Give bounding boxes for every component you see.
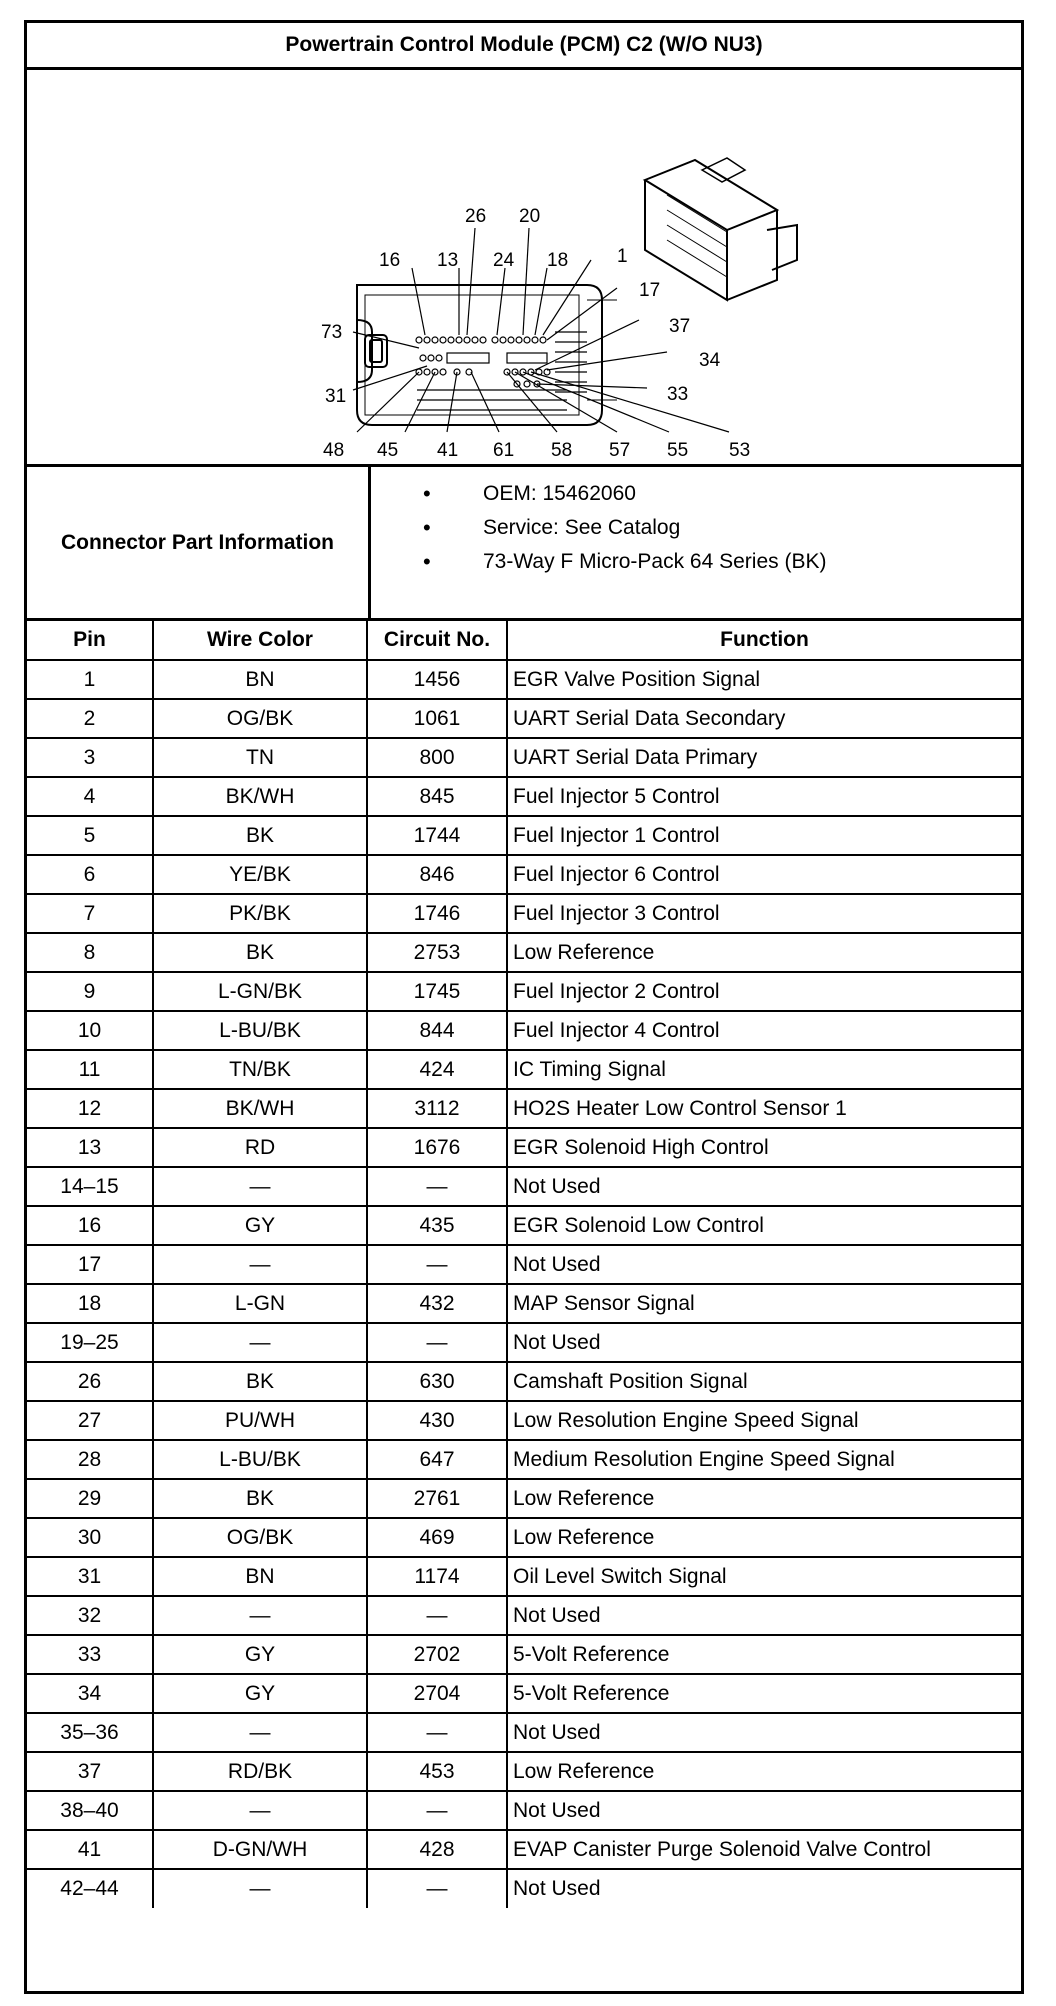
pin-cell: 8 xyxy=(27,933,153,972)
function-cell: Low Reference xyxy=(507,1752,1021,1791)
table-row xyxy=(27,1128,1021,1167)
page-title: Powertrain Control Module (PCM) C2 (W/O NU3) xyxy=(27,23,1021,70)
wire-color-cell: L-GN/BK xyxy=(153,972,367,1011)
table-row xyxy=(27,1362,1021,1401)
wire-color-cell: — xyxy=(153,1596,367,1635)
pin-label: 73 xyxy=(321,322,343,343)
wire-color-cell: BK/WH xyxy=(153,1089,367,1128)
pin-label: 13 xyxy=(437,250,459,271)
function-cell: EVAP Canister Purge Solenoid Valve Control xyxy=(507,1830,1021,1869)
pin-cell: 32 xyxy=(27,1596,153,1635)
function-cell: Not Used xyxy=(507,1596,1021,1635)
pin-cell: 11 xyxy=(27,1050,153,1089)
circuit-no-cell: 2702 xyxy=(367,1635,507,1674)
pin-label: 20 xyxy=(519,206,541,227)
function-cell: IC Timing Signal xyxy=(507,1050,1021,1089)
pin-cell: 4 xyxy=(27,777,153,816)
function-cell: Not Used xyxy=(507,1323,1021,1362)
table-row xyxy=(27,699,1021,738)
function-cell: Fuel Injector 4 Control xyxy=(507,1011,1021,1050)
circuit-no-cell: 846 xyxy=(367,855,507,894)
circuit-no-cell: 630 xyxy=(367,1362,507,1401)
pin-cell: 27 xyxy=(27,1401,153,1440)
pin-cell: 18 xyxy=(27,1284,153,1323)
pin-label: 24 xyxy=(493,250,515,271)
function-cell: EGR Valve Position Signal xyxy=(507,660,1021,699)
function-cell: EGR Solenoid Low Control xyxy=(507,1206,1021,1245)
table-row xyxy=(27,1050,1021,1089)
table-row xyxy=(27,816,1021,855)
wire-color-cell: RD/BK xyxy=(153,1752,367,1791)
pin-label: 57 xyxy=(609,440,631,461)
table-row xyxy=(27,1596,1021,1635)
table-row xyxy=(27,1245,1021,1284)
circuit-no-cell: 845 xyxy=(367,777,507,816)
function-cell: Oil Level Switch Signal xyxy=(507,1557,1021,1596)
wire-color-cell: BK xyxy=(153,1479,367,1518)
pin-cell: 35–36 xyxy=(27,1713,153,1752)
wire-color-cell: — xyxy=(153,1791,367,1830)
wire-color-cell: GY xyxy=(153,1206,367,1245)
circuit-no-cell: 1744 xyxy=(367,816,507,855)
pin-cell: 10 xyxy=(27,1011,153,1050)
pin-cell: 38–40 xyxy=(27,1791,153,1830)
function-cell: MAP Sensor Signal xyxy=(507,1284,1021,1323)
circuit-no-cell: 800 xyxy=(367,738,507,777)
connector-sheet xyxy=(24,20,1024,1994)
table-row xyxy=(27,855,1021,894)
pin-label: 18 xyxy=(547,250,569,271)
function-cell: Medium Resolution Engine Speed Signal xyxy=(507,1440,1021,1479)
table-row xyxy=(27,1440,1021,1479)
table-row xyxy=(27,894,1021,933)
table-row xyxy=(27,933,1021,972)
wire-color-cell: YE/BK xyxy=(153,855,367,894)
circuit-no-cell: 430 xyxy=(367,1401,507,1440)
wire-color-cell: BK xyxy=(153,933,367,972)
circuit-no-cell: 1745 xyxy=(367,972,507,1011)
wire-color-cell: D-GN/WH xyxy=(153,1830,367,1869)
function-cell: Low Reference xyxy=(507,933,1021,972)
table-row xyxy=(27,1830,1021,1869)
circuit-no-cell: 432 xyxy=(367,1284,507,1323)
pin-cell: 30 xyxy=(27,1518,153,1557)
wire-color-cell: GY xyxy=(153,1674,367,1713)
table-row xyxy=(27,1869,1021,1908)
wire-color-cell: TN/BK xyxy=(153,1050,367,1089)
pin-cell: 6 xyxy=(27,855,153,894)
function-cell: Not Used xyxy=(507,1167,1021,1206)
pin-label: 1 xyxy=(617,246,628,267)
function-cell: Low Reference xyxy=(507,1479,1021,1518)
wire-color-cell: BN xyxy=(153,660,367,699)
function-cell: Not Used xyxy=(507,1791,1021,1830)
pin-cell: 1 xyxy=(27,660,153,699)
wire-color-cell: L-BU/BK xyxy=(153,1011,367,1050)
circuit-no-cell: 435 xyxy=(367,1206,507,1245)
connector-part-info xyxy=(27,467,1021,621)
pin-label: 34 xyxy=(699,350,721,371)
table-row xyxy=(27,1752,1021,1791)
header-wire-color: Wire Color xyxy=(153,621,367,660)
header-circuit-no: Circuit No. xyxy=(367,621,507,660)
pin-cell: 28 xyxy=(27,1440,153,1479)
wire-color-cell: — xyxy=(153,1167,367,1206)
pin-label: 61 xyxy=(493,440,515,461)
circuit-no-cell: 1746 xyxy=(367,894,507,933)
connector-diagram xyxy=(27,70,1021,467)
function-cell: HO2S Heater Low Control Sensor 1 xyxy=(507,1089,1021,1128)
wire-color-cell: BK xyxy=(153,1362,367,1401)
table-row xyxy=(27,1479,1021,1518)
table-row xyxy=(27,1635,1021,1674)
pin-cell: 34 xyxy=(27,1674,153,1713)
wire-color-cell: BK xyxy=(153,816,367,855)
wire-color-cell: TN xyxy=(153,738,367,777)
circuit-no-cell: 1676 xyxy=(367,1128,507,1167)
circuit-no-cell: — xyxy=(367,1245,507,1284)
wire-color-cell: RD xyxy=(153,1128,367,1167)
circuit-no-cell: — xyxy=(367,1596,507,1635)
pin-cell: 7 xyxy=(27,894,153,933)
pin-cell: 9 xyxy=(27,972,153,1011)
connector-illustration xyxy=(27,70,1021,464)
circuit-no-cell: — xyxy=(367,1791,507,1830)
function-cell: Not Used xyxy=(507,1245,1021,1284)
circuit-no-cell: — xyxy=(367,1167,507,1206)
pin-cell: 37 xyxy=(27,1752,153,1791)
connector-info-list xyxy=(371,467,1021,618)
pin-cell: 14–15 xyxy=(27,1167,153,1206)
pin-cell: 29 xyxy=(27,1479,153,1518)
table-row xyxy=(27,1518,1021,1557)
table-row xyxy=(27,1167,1021,1206)
pin-cell: 31 xyxy=(27,1557,153,1596)
function-cell: Fuel Injector 3 Control xyxy=(507,894,1021,933)
wire-color-cell: — xyxy=(153,1323,367,1362)
wire-color-cell: — xyxy=(153,1245,367,1284)
wire-color-cell: BK/WH xyxy=(153,777,367,816)
pin-table xyxy=(27,621,1021,1908)
wire-color-cell: — xyxy=(153,1869,367,1908)
circuit-no-cell: 424 xyxy=(367,1050,507,1089)
pin-cell: 19–25 xyxy=(27,1323,153,1362)
function-cell: Not Used xyxy=(507,1713,1021,1752)
function-cell: Low Reference xyxy=(507,1518,1021,1557)
function-cell: EGR Solenoid High Control xyxy=(507,1128,1021,1167)
info-item xyxy=(423,545,1021,579)
table-header-row xyxy=(27,621,1021,660)
table-row xyxy=(27,1323,1021,1362)
function-cell: 5-Volt Reference xyxy=(507,1674,1021,1713)
pin-label: 45 xyxy=(377,440,399,461)
wire-color-cell: L-GN xyxy=(153,1284,367,1323)
table-row xyxy=(27,1791,1021,1830)
wire-color-cell: OG/BK xyxy=(153,1518,367,1557)
bullet-icon: • xyxy=(423,549,431,574)
function-cell: UART Serial Data Primary xyxy=(507,738,1021,777)
pin-label: 41 xyxy=(437,440,459,461)
info-item-text: Service: See Catalog xyxy=(483,516,681,539)
info-item xyxy=(423,477,1021,511)
table-row xyxy=(27,660,1021,699)
pin-label: 17 xyxy=(639,280,661,301)
bullet-icon: • xyxy=(423,481,431,506)
circuit-no-cell: 2761 xyxy=(367,1479,507,1518)
circuit-no-cell: — xyxy=(367,1713,507,1752)
pin-label: 53 xyxy=(729,440,751,461)
wire-color-cell: BN xyxy=(153,1557,367,1596)
header-pin: Pin xyxy=(27,621,153,660)
table-row xyxy=(27,1401,1021,1440)
pin-table-body xyxy=(27,660,1021,1908)
info-item xyxy=(423,511,1021,545)
wire-color-cell: OG/BK xyxy=(153,699,367,738)
table-row xyxy=(27,777,1021,816)
pin-label: 16 xyxy=(379,250,401,271)
pin-cell: 12 xyxy=(27,1089,153,1128)
table-row xyxy=(27,1206,1021,1245)
pin-cell: 2 xyxy=(27,699,153,738)
table-row xyxy=(27,972,1021,1011)
pin-label: 48 xyxy=(323,440,345,461)
pin-label: 31 xyxy=(325,386,347,407)
table-row xyxy=(27,738,1021,777)
pin-cell: 17 xyxy=(27,1245,153,1284)
pin-cell: 3 xyxy=(27,738,153,777)
circuit-no-cell: 647 xyxy=(367,1440,507,1479)
table-row xyxy=(27,1557,1021,1596)
table-row xyxy=(27,1674,1021,1713)
function-cell: Fuel Injector 5 Control xyxy=(507,777,1021,816)
circuit-no-cell: 453 xyxy=(367,1752,507,1791)
function-cell: Camshaft Position Signal xyxy=(507,1362,1021,1401)
wire-color-cell: PK/BK xyxy=(153,894,367,933)
pin-cell: 41 xyxy=(27,1830,153,1869)
pin-label: 33 xyxy=(667,384,689,405)
pin-label: 37 xyxy=(669,316,691,337)
table-row xyxy=(27,1089,1021,1128)
table-row xyxy=(27,1011,1021,1050)
function-cell: Fuel Injector 6 Control xyxy=(507,855,1021,894)
pin-label: 55 xyxy=(667,440,689,461)
circuit-no-cell: 428 xyxy=(367,1830,507,1869)
wire-color-cell: — xyxy=(153,1713,367,1752)
function-cell: Fuel Injector 1 Control xyxy=(507,816,1021,855)
pin-cell: 42–44 xyxy=(27,1869,153,1908)
pin-cell: 33 xyxy=(27,1635,153,1674)
pin-cell: 26 xyxy=(27,1362,153,1401)
circuit-no-cell: 1174 xyxy=(367,1557,507,1596)
pin-cell: 5 xyxy=(27,816,153,855)
wire-color-cell: GY xyxy=(153,1635,367,1674)
circuit-no-cell: — xyxy=(367,1869,507,1908)
connector-info-label: Connector Part Information xyxy=(27,467,371,618)
pin-cell: 16 xyxy=(27,1206,153,1245)
circuit-no-cell: 1456 xyxy=(367,660,507,699)
circuit-no-cell: — xyxy=(367,1323,507,1362)
wire-color-cell: PU/WH xyxy=(153,1401,367,1440)
circuit-no-cell: 1061 xyxy=(367,699,507,738)
info-item-text: 73-Way F Micro-Pack 64 Series (BK) xyxy=(483,550,827,573)
circuit-no-cell: 2704 xyxy=(367,1674,507,1713)
info-item-text: OEM: 15462060 xyxy=(483,482,636,505)
function-cell: Not Used xyxy=(507,1869,1021,1908)
function-cell: Fuel Injector 2 Control xyxy=(507,972,1021,1011)
wire-color-cell: L-BU/BK xyxy=(153,1440,367,1479)
header-function: Function xyxy=(507,621,1021,660)
function-cell: UART Serial Data Secondary xyxy=(507,699,1021,738)
pin-label: 58 xyxy=(551,440,573,461)
pin-cell: 13 xyxy=(27,1128,153,1167)
function-cell: 5-Volt Reference xyxy=(507,1635,1021,1674)
pin-label: 26 xyxy=(465,206,487,227)
table-row xyxy=(27,1284,1021,1323)
circuit-no-cell: 469 xyxy=(367,1518,507,1557)
bullet-icon: • xyxy=(423,515,431,540)
table-row xyxy=(27,1713,1021,1752)
circuit-no-cell: 2753 xyxy=(367,933,507,972)
circuit-no-cell: 844 xyxy=(367,1011,507,1050)
function-cell: Low Resolution Engine Speed Signal xyxy=(507,1401,1021,1440)
circuit-no-cell: 3112 xyxy=(367,1089,507,1128)
